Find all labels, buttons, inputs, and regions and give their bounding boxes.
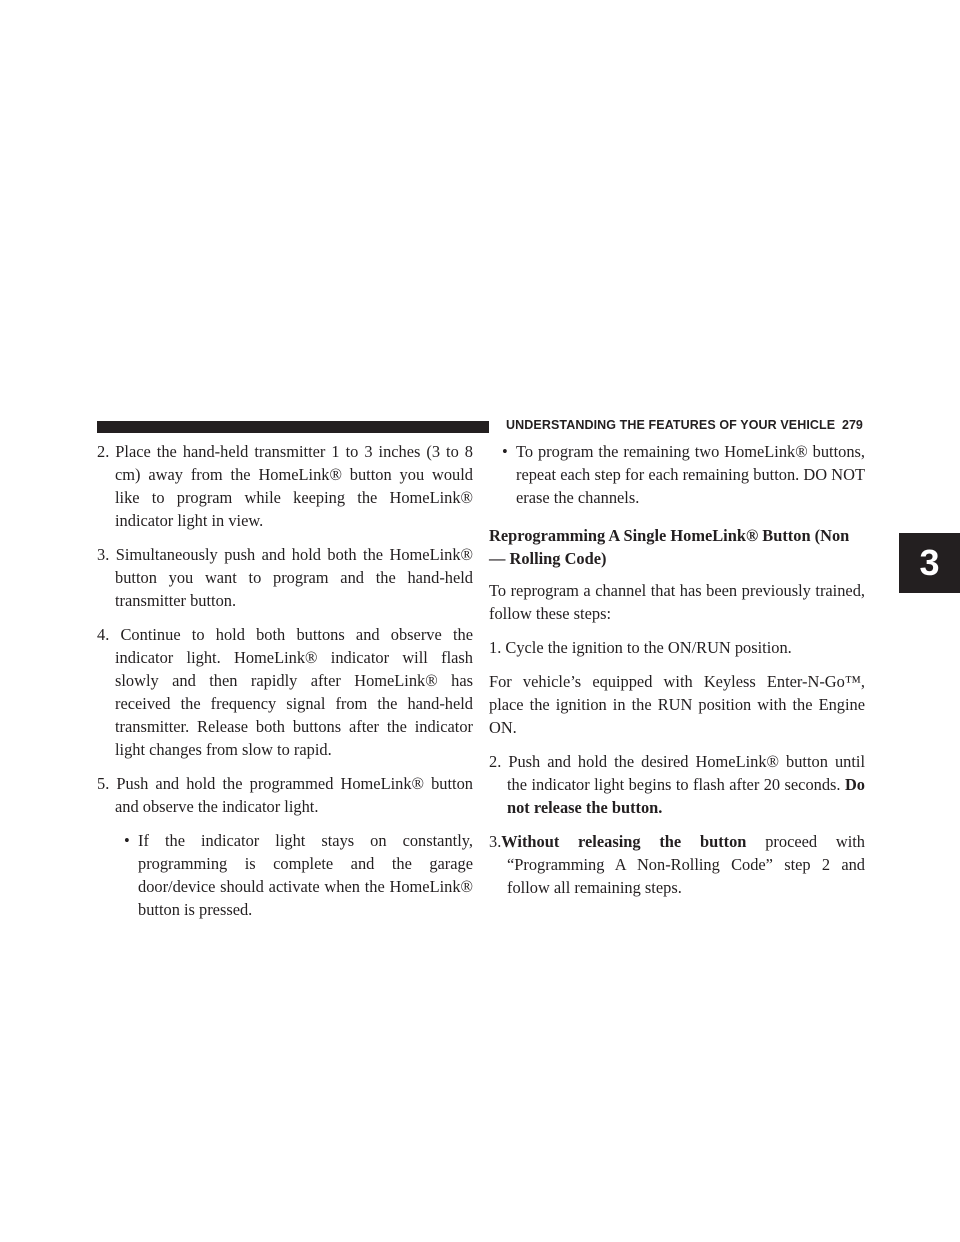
intro-paragraph: To reprogram a channel that has been previously trained, follow these steps: xyxy=(489,581,865,623)
right-column xyxy=(489,440,865,910)
step-3-number: 3. xyxy=(489,832,502,851)
step-2-text: 2. Place the hand-held transmitter 1 to 3 inches (3 to 8 cm) away from the HomeLink® button you would like to program while keeping the HomeLink® indicator light in view. xyxy=(97,442,473,530)
section-header-title: UNDERSTANDING THE FEATURES OF YOUR VEHICLE xyxy=(506,418,836,432)
section-heading: Reprogramming A Single HomeLink® Button (Non — Rolling Code) xyxy=(489,526,850,568)
step-2-text: 2. Push and hold the desired HomeLink® button until the indicator light begins to flash after 20 seconds. xyxy=(489,752,865,794)
keyless-note: For vehicle’s equipped with Keyless Enter-N-Go™, place the ignition in the RUN position with the Engine ON. xyxy=(489,672,865,737)
page-number: 279 xyxy=(842,418,863,432)
step-5-text: 5. Push and hold the programmed HomeLink® button and observe the indicator light. xyxy=(97,774,473,816)
step-4-text: 4. Continue to hold both buttons and observe the indicator light. HomeLink® indicator will flash slowly and then rapidly after HomeLink® has received the frequency signal from the hand-held transmitter. Release both buttons after the indicator light changes from slow to rapid. xyxy=(97,625,473,759)
step-3-bold: Without releasing the button xyxy=(501,832,747,851)
step-3-text: proceed with “Programming A Non-Rolling Code” step 2 and follow all remaining steps. xyxy=(507,832,865,897)
reprogram-step-1: 1. Cycle the ignition to the ON/RUN position. xyxy=(489,638,792,657)
bullet-text: If the indicator light stays on constantly, programming is complete and the garage door/device should activate when the HomeLink® button is pressed. xyxy=(138,831,473,919)
bullet-icon: • xyxy=(502,442,508,461)
left-column xyxy=(97,440,473,921)
bullet-icon: • xyxy=(124,831,130,850)
reprogram-step-2 xyxy=(489,750,865,819)
step-3-text: 3. Simultaneously push and hold both the HomeLink® button you want to program and the hand-held transmitter button. xyxy=(97,545,473,610)
chapter-tab: 3 xyxy=(899,533,960,593)
bullet-programming-complete xyxy=(97,829,473,921)
step-2-warning: Do not release the button. xyxy=(507,775,865,817)
reprogram-step-3 xyxy=(489,830,865,899)
bullet-remaining-buttons xyxy=(489,440,865,509)
bullet-text: To program the remaining two HomeLink® buttons, repeat each step for each remaining button. DO NOT erase the channels. xyxy=(516,442,865,507)
header-rule xyxy=(97,421,489,433)
